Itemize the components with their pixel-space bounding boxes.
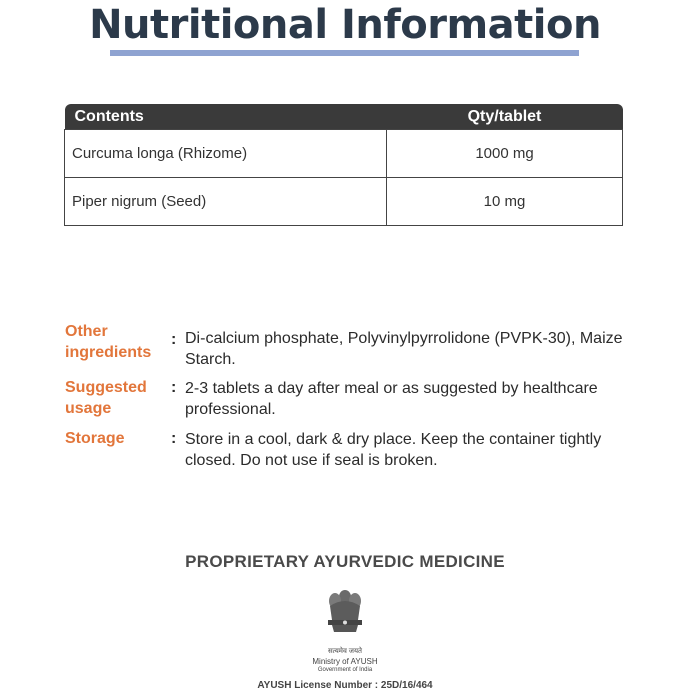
ingredient-qty: 1000 mg [387,130,623,178]
storage-label: Storage [65,430,125,447]
table-row [65,178,623,226]
ingredients-table [64,104,623,226]
table-header-row [65,104,623,130]
ministry-name: Ministry of AYUSH [312,657,378,666]
table-row [65,130,623,178]
separator: : [171,379,177,396]
header-qty: Qty/tablet [387,104,623,130]
page-title: Nutritional Information [89,2,601,48]
other-ingredients-section [65,321,645,368]
ingredient-qty: 10 mg [387,178,623,226]
ingredient-name: Curcuma longa (Rhizome) [65,130,387,178]
separator: : [171,331,177,348]
other-ingredients-label [65,321,170,363]
label-line: Suggested [65,379,147,396]
label-line: Other [65,323,108,340]
suggested-usage-value: 2-3 tablets a day after meal or as suggested by healthcare professional. [185,380,598,418]
national-emblem-icon [318,588,372,650]
suggested-usage-section [65,377,645,421]
proprietary-heading: PROPRIETARY AYURVEDIC MEDICINE [185,552,505,571]
separator: : [171,430,177,447]
other-ingredients-value: Di-calcium phosphate, Polyvinylpyrrolidone (PVPK-30), Maize Starch. [185,330,623,368]
emblem-motto: सत्यमेव जयते [327,648,363,655]
suggested-usage-label [65,377,170,419]
storage-value: Store in a cool, dark & dry place. Keep the container tightly closed. Do not use if seal is broken. [185,431,602,469]
license-number: AYUSH License Number : 25D/16/464 [257,680,433,691]
label-line: ingredients [65,344,152,361]
label-line: usage [65,400,112,417]
header-contents: Contents [65,104,387,130]
storage-section [65,428,645,472]
ingredient-name: Piper nigrum (Seed) [65,178,387,226]
title-underline [110,50,579,56]
government-name: Government of India [317,667,373,673]
